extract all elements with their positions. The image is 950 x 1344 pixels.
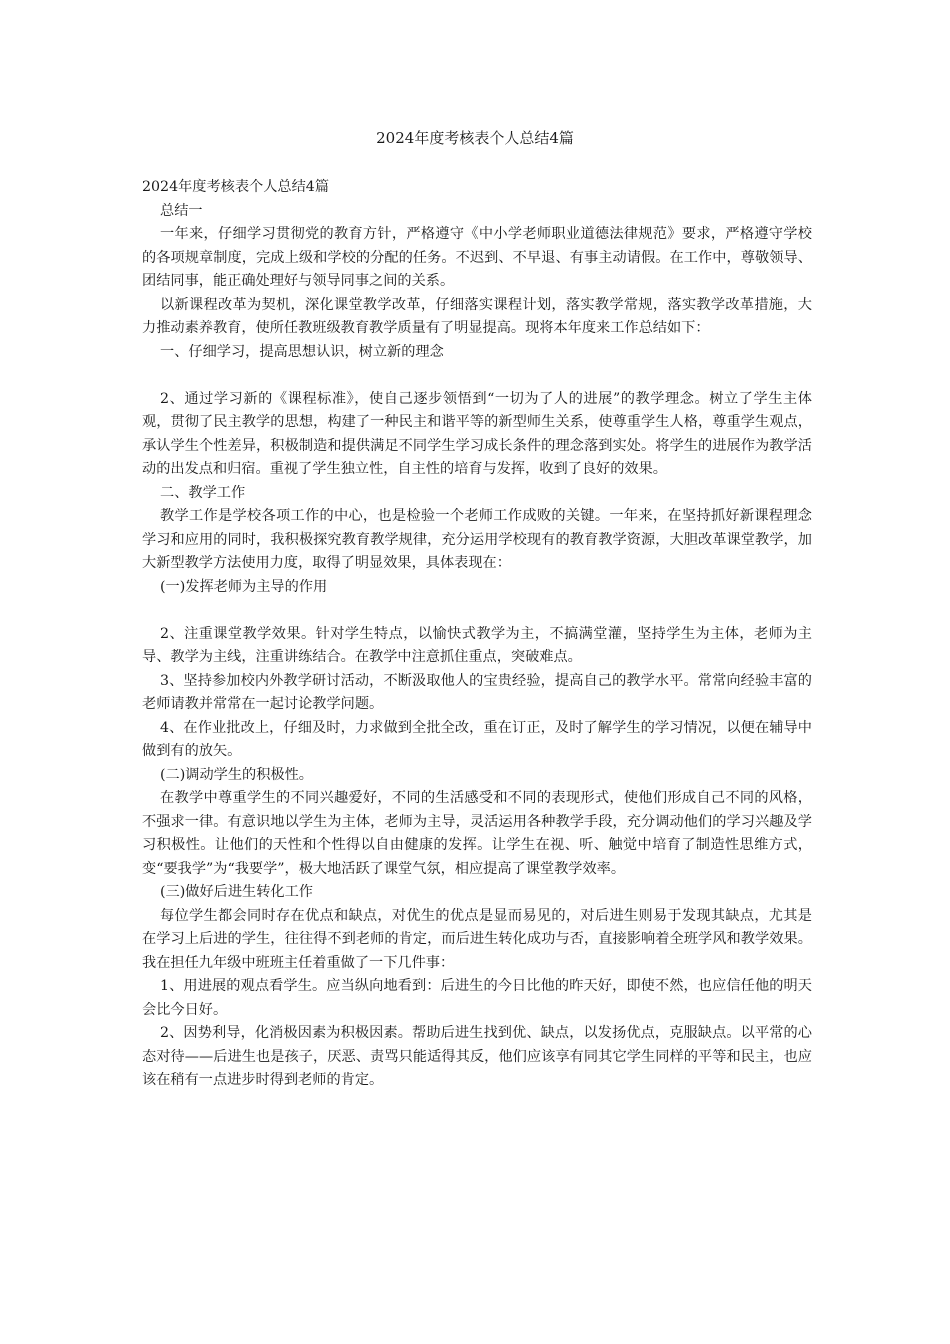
paragraph: 一年来，仔细学习贯彻党的教育方针，严格遵守《中小学老师职业道德法律规范》要求，严格遵守学校的各项规章制度，完成上级和学校的分配的任务。不迟到、不早退、有事主动请假。在工作中，尊敬领导、团结同事，能正确处理好与领导同事之间的关系。: [142, 226, 812, 289]
paragraph: 4、在作业批改上，仔细及时，力求做到全批全改，重在订正，及时了解学生的学习情况，以便在辅导中做到有的放矢。: [142, 719, 812, 759]
document-title: 2024年度考核表个人总结4篇: [376, 129, 574, 147]
paragraph: 2、通过学习新的《课程标准》，使自己逐步领悟到“一切为了人的进展”的教学理念。树立了学生主体观，贯彻了民主教学的思想，构建了一种民主和谐平等的新型师生关系，使尊重学生人格，尊重学生观点，承认学生个性差异，积极制造和提供满足不同学生学习成长条件的理念落到实处。将学生的进展作为教学活动的出发点和归宿。重视了学生独立性，自主性的培育与发挥，收到了良好的效果。: [142, 390, 812, 477]
subsection-heading: (二)调动学生的积极性。: [160, 766, 313, 783]
paragraph: 2、因势利导，化消极因素为积极因素。帮助后进生找到优、缺点，以发扬优点，克服缺点。以平常的心态对待——后进生也是孩子，厌恶、责骂只能适得其反，他们应该享有同其它学生同样的平等和民主，也应该在稍有一点进步时得到老师的肯定。: [142, 1025, 812, 1088]
section-label: 总结一: [160, 202, 203, 219]
document-body: [142, 176, 812, 1093]
paragraph: 2、注重课堂教学效果。针对学生特点，以愉快式教学为主，不搞满堂灌，坚持学生为主体，老师为主导、教学为主线，注重讲练结合。在教学中注意抓住重点，突破难点。: [142, 625, 812, 665]
paragraph: 教学工作是学校各项工作的中心，也是检验一个老师工作成败的关键。一年来，在坚持抓好新课程理念学习和应用的同时，我积极探究教育教学规律，充分运用学校现有的教育教学资源，大胆改革课堂教学，加大新型教学方法使用力度，取得了明显效果，具体表现在：: [142, 508, 812, 571]
paragraph: 3、坚持参加校内外教学研讨活动，不断汲取他人的宝贵经验，提高自己的教学水平。常常向经验丰富的老师请教并常常在一起讨论教学问题。: [142, 672, 812, 712]
paragraph: 在教学中尊重学生的不同兴趣爱好，不同的生活感受和不同的表现形式，使他们形成自己不同的风格，不强求一律。有意识地以学生为主体，老师为主导，灵活运用各种教学手段，充分调动他们的学习兴趣及学习积极性。让他们的天性和个性得以自由健康的发挥。让学生在视、听、触觉中培育了制造性思维方式，变“要我学”为“我要学”，极大地活跃了课堂气氛，相应提高了课堂教学效率。: [142, 790, 812, 877]
document-subtitle: 2024年度考核表个人总结4篇: [142, 179, 330, 195]
blank-line: [142, 599, 812, 623]
paragraph: 以新课程改革为契机，深化课堂教学改革，仔细落实课程计划，落实教学常规，落实教学改革措施，大力推动素养教育，使所任教班级教育教学质量有了明显提高。现将本年度来工作总结如下：: [142, 296, 812, 336]
section-heading: 一、仔细学习，提高思想认识，树立新的理念: [160, 343, 444, 360]
section-heading: 二、教学工作: [160, 484, 246, 501]
paragraph: 1、用进展的观点看学生。应当纵向地看到：后进生的今日比他的昨天好，即使不然，也应信任他的明天会比今日好。: [142, 978, 812, 1018]
blank-line: [142, 364, 812, 388]
subsection-heading: (三)做好后进生转化工作: [160, 884, 313, 900]
paragraph: 每位学生都会同时存在优点和缺点，对优生的优点是显而易见的，对后进生则易于发现其缺点，尤其是在学习上后进的学生，往往得不到老师的肯定，而后进生转化成功与否，直接影响着全班学风和教学效果。我在担任九年级中班班主任着重做了一下几件事：: [142, 907, 812, 971]
subsection-heading: (一)发挥老师为主导的作用: [160, 578, 328, 595]
